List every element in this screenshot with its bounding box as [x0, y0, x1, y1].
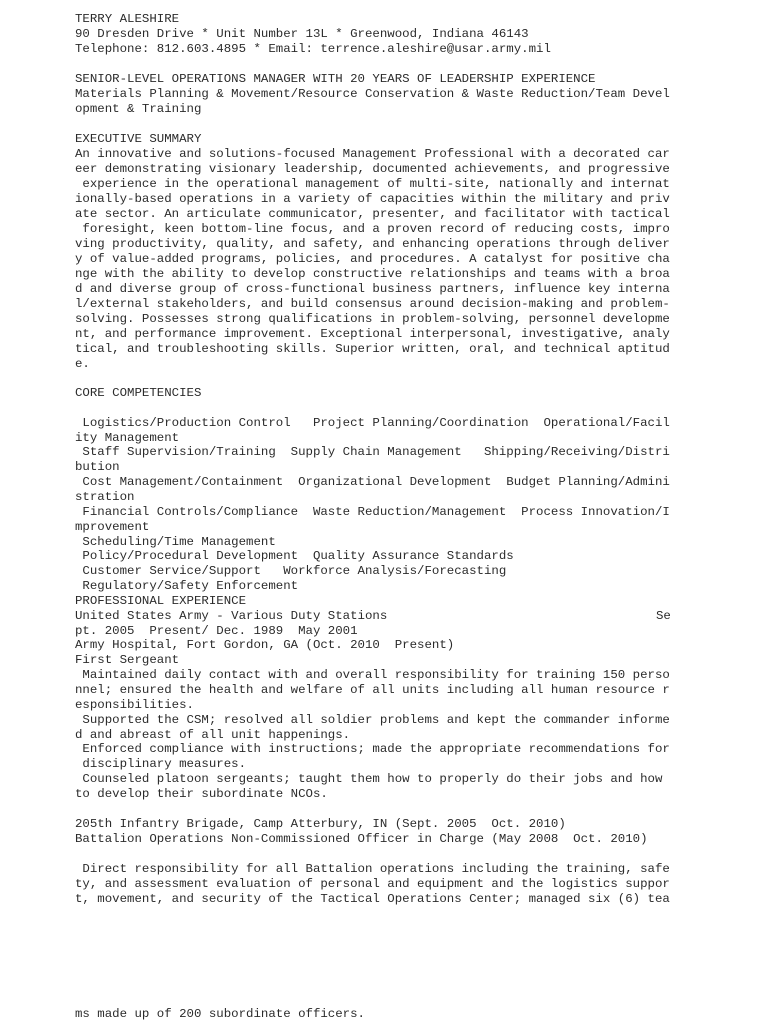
- job-duty-line: Maintained daily contact with and overall responsibility for training 150 perso: [75, 668, 670, 682]
- job-duty-line: Supported the CSM; resolved all soldier problems and kept the commander informe: [75, 713, 670, 727]
- job-duty-line: Direct responsibility for all Battalion operations including the training, safe: [75, 862, 670, 876]
- headline-title: SENIOR-LEVEL OPERATIONS MANAGER WITH 20 YEARS OF LEADERSHIP EXPERIENCE: [75, 72, 596, 86]
- employer-name: United States Army - Various Duty Stations: [75, 609, 388, 623]
- summary-line: y of value-added programs, policies, and procedures. A catalyst for positive cha: [75, 252, 670, 266]
- competency-line: Regulatory/Safety Enforcement: [75, 579, 299, 593]
- job-duty-line: esponsibilities.: [75, 698, 194, 712]
- page-continuation-line: ms made up of 200 subordinate officers.: [75, 1007, 365, 1021]
- employer-date-start: Se: [656, 609, 671, 623]
- competency-line: Financial Controls/Compliance Waste Reduction/Management Process Innovation/I: [75, 505, 670, 519]
- summary-line: An innovative and solutions-focused Management Professional with a decorated car: [75, 147, 670, 161]
- job-title: First Sergeant: [75, 653, 180, 667]
- applicant-name: TERRY ALESHIRE: [75, 12, 180, 26]
- summary-line: l/external stakeholders, and build consensus around decision-making and problem-: [75, 297, 670, 311]
- competency-line: mprovement: [75, 520, 150, 534]
- summary-line: ate sector. An articulate communicator, presenter, and facilitator with tactical: [75, 207, 670, 221]
- job-duty-line: t, movement, and security of the Tactical Operations Center; managed six (6) tea: [75, 892, 670, 906]
- summary-line: nt, and performance improvement. Exceptional interpersonal, investigative, analy: [75, 327, 670, 341]
- competencies-heading: CORE COMPETENCIES: [75, 386, 202, 400]
- experience-heading: PROFESSIONAL EXPERIENCE: [75, 594, 247, 608]
- job-location: Army Hospital, Fort Gordon, GA (Oct. 2010 Present): [75, 638, 455, 652]
- headline-line: opment & Training: [75, 102, 202, 116]
- summary-line: solving. Possesses strong qualifications in problem-solving, personnel developme: [75, 312, 670, 326]
- job-title: Battalion Operations Non-Commissioned Officer in Charge (May 2008 Oct. 2010): [75, 832, 648, 846]
- summary-line: ving productivity, quality, and safety, and enhancing operations through deliver: [75, 237, 670, 251]
- competency-line: stration: [75, 490, 135, 504]
- applicant-contact: Telephone: 812.603.4895 * Email: terrence.aleshire@usar.army.mil: [75, 42, 551, 56]
- summary-line: foresight, keen bottom-line focus, and a proven record of reducing costs, impro: [75, 222, 670, 236]
- job-duty-line: d and abreast of all unit happenings.: [75, 728, 351, 742]
- summary-line: nge with the ability to develop constructive relationships and teams with a broa: [75, 267, 670, 281]
- competency-line: Logistics/Production Control Project Planning/Coordination Operational/Facil: [75, 416, 670, 430]
- competency-line: bution: [75, 460, 120, 474]
- competency-line: Policy/Procedural Development Quality Assurance Standards: [75, 549, 514, 563]
- summary-heading: EXECUTIVE SUMMARY: [75, 132, 202, 146]
- applicant-address: 90 Dresden Drive * Unit Number 13L * Greenwood, Indiana 46143: [75, 27, 529, 41]
- job-duty-line: ty, and assessment evaluation of personal and equipment and the logistics suppor: [75, 877, 670, 891]
- job-duty-line: to develop their subordinate NCOs.: [75, 787, 328, 801]
- competency-line: Customer Service/Support Workforce Analysis/Forecasting: [75, 564, 507, 578]
- summary-line: d and diverse group of cross-functional business partners, influence key interna: [75, 282, 670, 296]
- employer-dates: pt. 2005 Present/ Dec. 1989 May 2001: [75, 624, 358, 638]
- competency-line: ity Management: [75, 431, 180, 445]
- competency-line: Scheduling/Time Management: [75, 535, 276, 549]
- summary-line: ionally-based operations in a variety of capacities within the military and priv: [75, 192, 670, 206]
- job-duty-line: nnel; ensured the health and welfare of all units including all human resource r: [75, 683, 670, 697]
- job-location: 205th Infantry Brigade, Camp Atterbury, IN (Sept. 2005 Oct. 2010): [75, 817, 566, 831]
- summary-line: eer demonstrating visionary leadership, documented achievements, and progressive: [75, 162, 670, 176]
- summary-line: experience in the operational management of multi-site, nationally and internat: [75, 177, 670, 191]
- summary-line: e.: [75, 357, 90, 371]
- summary-line: tical, and troubleshooting skills. Superior written, oral, and technical aptitud: [75, 342, 670, 356]
- job-duty-line: disciplinary measures.: [75, 757, 247, 771]
- competency-line: Cost Management/Containment Organizational Development Budget Planning/Admini: [75, 475, 670, 489]
- competency-line: Staff Supervision/Training Supply Chain Management Shipping/Receiving/Distri: [75, 445, 670, 459]
- job-duty-line: Enforced compliance with instructions; made the appropriate recommendations for: [75, 742, 670, 756]
- headline-line: Materials Planning & Movement/Resource Conservation & Waste Reduction/Team Devel: [75, 87, 670, 101]
- job-duty-line: Counseled platoon sergeants; taught them how to properly do their jobs and how: [75, 772, 663, 786]
